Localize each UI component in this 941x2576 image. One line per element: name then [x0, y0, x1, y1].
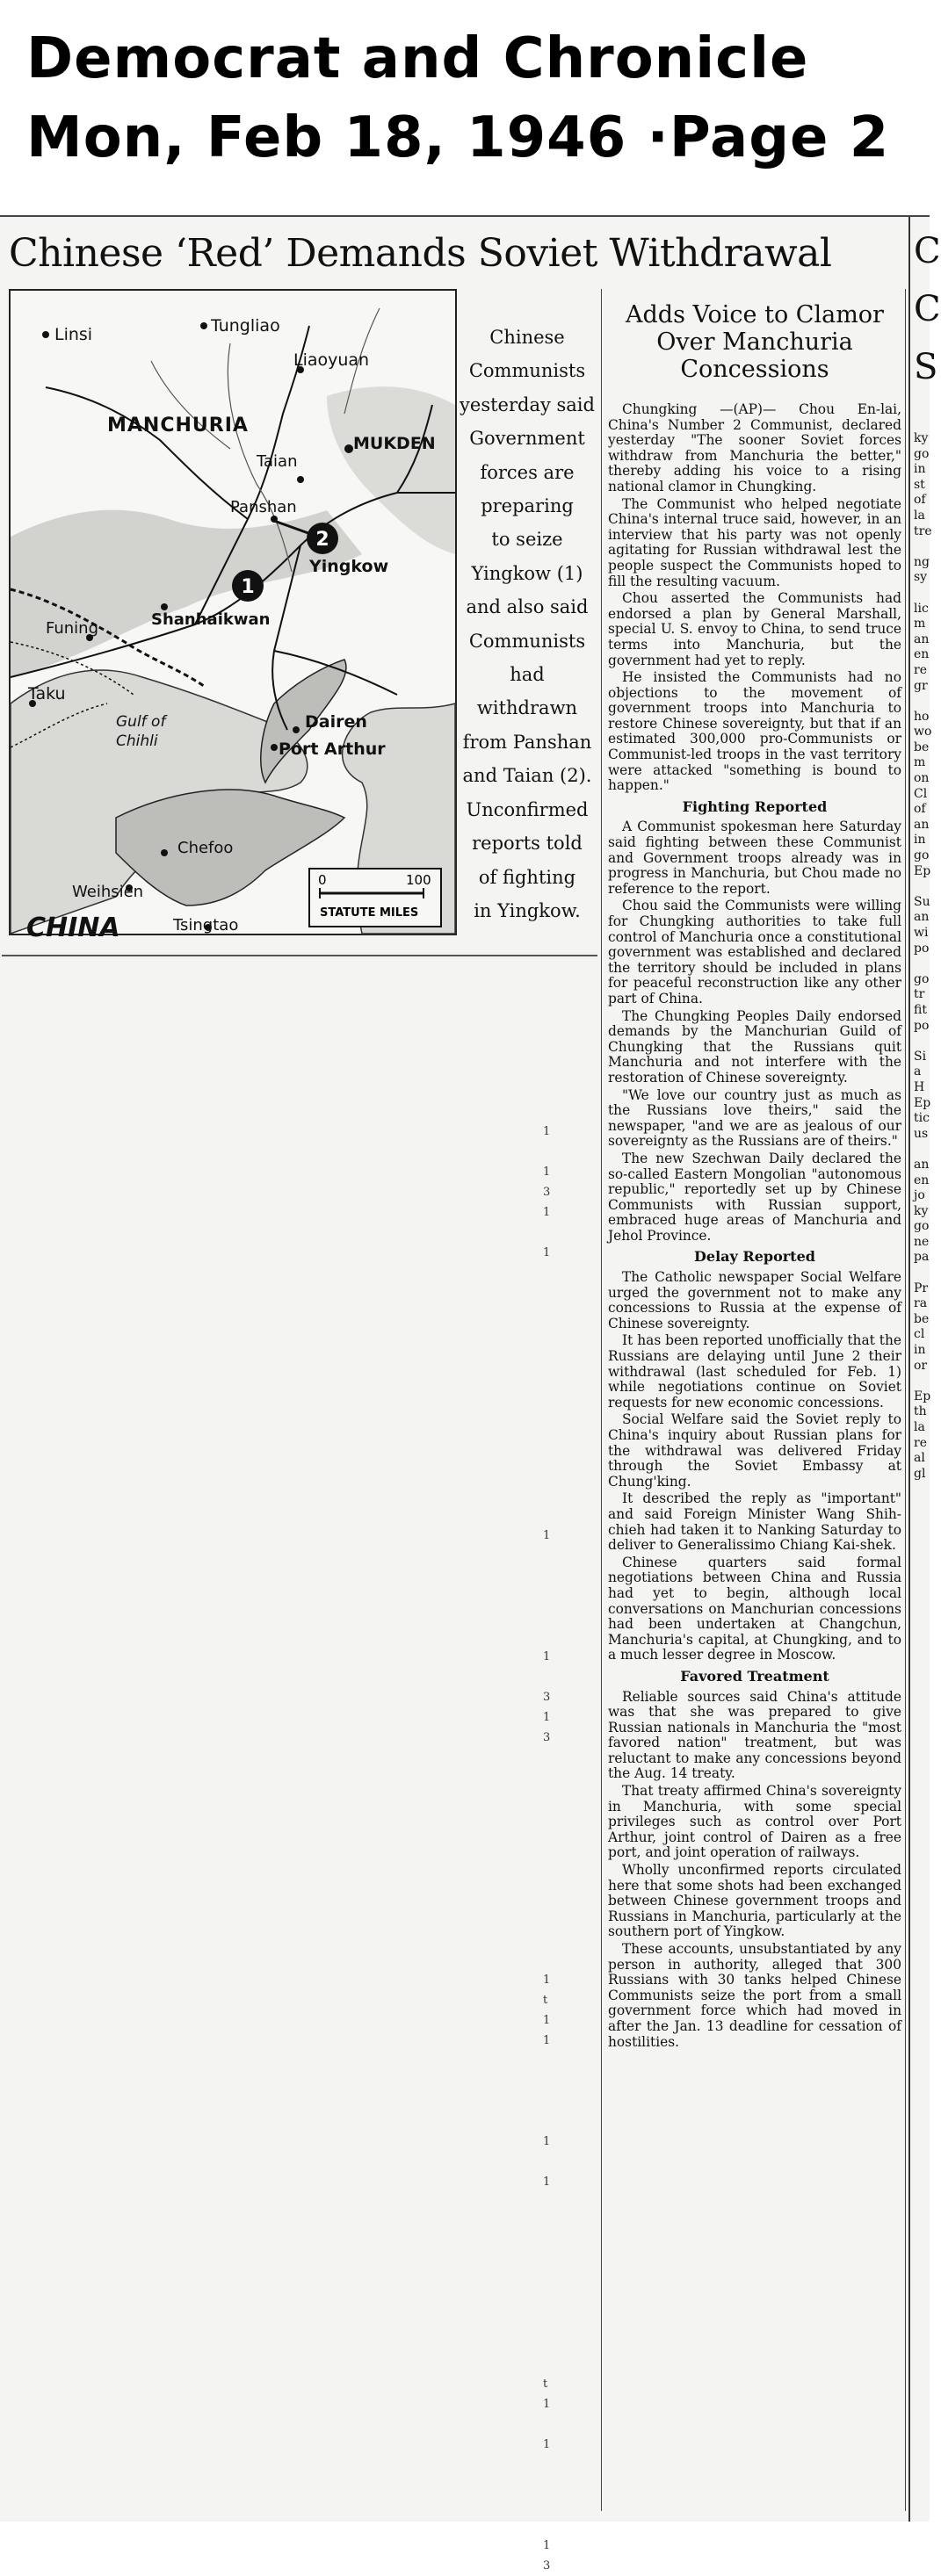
fragment-line: or — [914, 1358, 928, 1373]
margin-mark — [543, 2515, 578, 2536]
story-paragraph: The Communist who helped negotiate China's internal truce said, however, in an interview that his party was not openly agitating for Russian withdrawal lest the people suspect the Communists hoped to fill the resulting vacuum. — [608, 495, 901, 589]
margin-mark: 1 — [543, 1246, 551, 1259]
label-china: CHINA — [26, 913, 120, 943]
fragment-line: of — [914, 802, 926, 817]
fragment-line: go — [914, 446, 930, 461]
marker-1-label: 1 — [241, 576, 255, 598]
fragment-line: fit — [914, 1002, 927, 1017]
margin-mark — [543, 1384, 578, 1404]
margin-mark — [543, 1930, 578, 1950]
scale-zero: 0 — [318, 872, 327, 888]
fragment-line: po — [914, 941, 930, 956]
margin-mark: 3 — [543, 2559, 551, 2572]
label-weihsien: Weihsien — [72, 883, 144, 901]
fragment-line: on — [914, 771, 930, 786]
story-paragraph: The new Szechwan Daily declared the so-called Eastern Mongolian "autonomous republic," reportedly set up by Chinese Communists with Russian support, embraced huge areas of Manchuria and Jehol Province. — [608, 1150, 901, 1244]
story-subhead: Delay Reported — [694, 1248, 815, 1266]
fragment-line: ng — [914, 554, 930, 569]
story-subhead: Favored Treatment — [680, 1667, 829, 1685]
fragment-line — [914, 956, 931, 972]
story-paragraph: Social Welfare said the Soviet reply to China's inquiry about Russian plans for the withdrawal was delivered Friday through the Soviet Embassy at Chung'king. — [608, 1411, 901, 1490]
fragment-line — [914, 694, 931, 710]
fragment-line: go — [914, 1219, 930, 1234]
fragment-line: in — [914, 1343, 926, 1358]
column-rule — [601, 289, 602, 2511]
fragment-line: a — [914, 1064, 922, 1079]
story-paragraph: It has been reported unofficially that the Russians are delaying until June 2 their withdrawal (last scheduled for Feb. 1) while negotiations continue on Soviet requests for new economic concessions. — [608, 1332, 901, 1411]
fragment-line: re — [914, 1435, 927, 1450]
fragment-line: an — [914, 1157, 930, 1172]
fragment-line — [914, 1142, 931, 1158]
fragment-line: Pr — [914, 1281, 929, 1295]
fragment-head-letter: C — [914, 231, 941, 271]
margin-mark — [543, 1404, 578, 1425]
fragment-line: gr — [914, 678, 928, 693]
fragment-line: m — [914, 755, 926, 770]
fragment-line: Si — [914, 1049, 927, 1064]
margin-bleed-marks — [543, 1122, 578, 2576]
fragment-line: an — [914, 910, 930, 925]
fragment-line: ne — [914, 1234, 930, 1249]
story-paragraph: A Communist spokesman here Saturday said fighting between these Communist and Government troops already was in progress in Manchuria, but Chou made no reference to the report. — [608, 819, 901, 897]
story-headline: Adds Voice to Clamor Over Manchuria Concessions — [626, 301, 884, 383]
margin-mark: 3 — [543, 1731, 551, 1744]
fragment-line: go — [914, 971, 930, 986]
margin-mark — [543, 1303, 578, 1324]
caption-rule — [2, 955, 597, 956]
margin-mark — [543, 2111, 578, 2132]
label-linsi: Linsi — [54, 325, 93, 344]
margin-mark — [543, 1324, 578, 1344]
fragment-line: Cl — [914, 786, 928, 801]
fragment-line: sy — [914, 570, 928, 585]
margin-mark — [543, 2253, 578, 2273]
margin-mark — [543, 2414, 578, 2435]
fragment-head-letter: C — [914, 289, 941, 329]
margin-mark: 3 — [543, 1186, 551, 1199]
label-gulf-line2: Chihli — [116, 732, 158, 750]
caption-line: Government — [469, 428, 585, 450]
margin-mark — [543, 1566, 578, 1586]
fragment-line: ho — [914, 709, 930, 724]
margin-mark — [543, 2091, 578, 2111]
adjacent-headline-fragment — [910, 222, 941, 396]
margin-mark: 1 — [543, 2438, 551, 2451]
fragment-line: en — [914, 1173, 930, 1187]
fragment-line — [914, 586, 931, 602]
fragment-line: go — [914, 848, 930, 863]
label-panshan: Panshan — [230, 498, 297, 516]
margin-mark — [543, 2051, 578, 2071]
fragment-line: Su — [914, 894, 930, 909]
label-chefoo: Chefoo — [177, 839, 234, 857]
margin-mark — [543, 1829, 578, 1849]
label-funing: Funing — [46, 619, 99, 638]
label-gulf-line1: Gulf of — [116, 713, 166, 731]
fragment-line: of — [914, 493, 926, 508]
story-paragraph: That treaty affirmed China's sovereignty in Manchuria, with some special privileges such as control over Port Arthur, joint control of Dairen as a free port, and joint operation of railways. — [608, 1783, 901, 1861]
margin-mark — [543, 1788, 578, 1808]
fragment-line: tic — [914, 1111, 930, 1126]
scale-hundred: 100 — [406, 872, 431, 888]
story-body — [608, 402, 901, 2050]
fragment-line: la — [914, 508, 925, 523]
story-paragraph: Chungking —(AP)— Chou En-lai, China's Number 2 Communist, declared yesterday "The sooner Soviet forces withdraw from Manchuria the better," thereby adding his voice to a rising national clamor in Chungking. — [608, 401, 901, 494]
caption-line: and also said — [466, 596, 589, 618]
margin-mark — [543, 1263, 578, 1283]
margin-mark — [543, 1425, 578, 1445]
margin-mark — [543, 2293, 578, 2313]
fragment-head-letter: S — [914, 347, 938, 387]
fragment-line: en — [914, 647, 930, 662]
margin-mark — [543, 1768, 578, 1788]
story-paragraph: It described the reply as "important" and said Foreign Minister Wang Shih-chieh had taken it to Nanking Saturday to deliver to Generalissimo Chiang Kai-shek. — [608, 1490, 901, 1554]
margin-mark — [543, 2334, 578, 2354]
fragment-line — [914, 1374, 931, 1389]
adjacent-text-fragment — [910, 431, 931, 1482]
margin-mark — [543, 1445, 578, 1465]
column-rule — [905, 289, 906, 2511]
margin-mark — [543, 1223, 578, 1243]
label-tsingtao: Tsingtao — [173, 916, 239, 934]
margin-mark — [543, 2354, 578, 2374]
story-paragraph: The Catholic newspaper Social Welfare urged the government not to make any concessions to Russia at the expense of Chinese sovereignty. — [608, 1269, 901, 1331]
margin-mark — [543, 2192, 578, 2212]
fragment-line: be — [914, 1311, 930, 1326]
label-dairen: Dairen — [305, 712, 367, 732]
margin-mark — [543, 1808, 578, 1829]
fragment-line: ra — [914, 1296, 928, 1311]
label-manchuria: MANCHURIA — [107, 415, 249, 437]
margin-mark — [543, 1505, 578, 1526]
fragment-line: ky — [914, 1203, 929, 1218]
fragment-line: la — [914, 1420, 925, 1434]
caption-line: preparing — [481, 495, 574, 517]
fragment-line: lic — [914, 601, 929, 616]
fragment-line — [914, 1266, 931, 1281]
margin-mark — [543, 2475, 578, 2495]
marker-2-label: 2 — [315, 529, 329, 551]
fragment-line: wo — [914, 725, 932, 740]
fragment-line: cl — [914, 1327, 925, 1342]
caption-line: had withdrawn — [476, 664, 578, 719]
fragment-line: th — [914, 1404, 927, 1419]
caption-line: forces are — [480, 461, 575, 483]
margin-mark: 1 — [543, 2034, 551, 2047]
margin-mark — [543, 2152, 578, 2172]
caption-line: Yingkow (1) — [471, 562, 583, 584]
margin-mark: 1 — [543, 1125, 551, 1138]
margin-mark — [543, 1667, 578, 1687]
fragment-line: Ep — [914, 1389, 931, 1403]
margin-mark — [543, 2495, 578, 2515]
map-caption — [457, 321, 597, 927]
margin-mark: 3 — [543, 1691, 551, 1704]
caption-line: yesterday said — [460, 393, 595, 415]
margin-mark — [543, 2273, 578, 2293]
margin-mark — [543, 2212, 578, 2233]
margin-mark — [543, 2233, 578, 2253]
margin-mark — [543, 1909, 578, 1930]
main-headline: Chinese ‘Red’ Demands Soviet Withdrawal — [9, 231, 832, 276]
label-taku: Taku — [28, 684, 66, 704]
margin-mark: 1 — [543, 1973, 551, 1987]
fragment-line: be — [914, 740, 930, 754]
margin-mark: 1 — [543, 2539, 551, 2552]
margin-mark — [543, 1364, 578, 1384]
margin-mark: 1 — [543, 1529, 551, 1542]
fragment-line: an — [914, 631, 930, 646]
fragment-line: tr — [914, 987, 925, 1002]
label-liaoyuan: Liaoyuan — [293, 350, 370, 370]
adjacent-column-fragment — [908, 217, 941, 2522]
caption-line: to seize — [491, 529, 563, 551]
margin-mark — [543, 1485, 578, 1505]
banner-publication: Democrat and Chronicle — [26, 26, 809, 91]
newspaper-clipping — [0, 215, 941, 2572]
map-graphic — [11, 291, 455, 943]
fragment-line: in — [914, 833, 926, 848]
story-paragraph: These accounts, unsubstantiated by any person in authority, alleged that 300 Russians with 30 tanks helped Chinese Communists seize the port from a small government force which had moved in after the Jan. 13 deadline for cessation of hostilities. — [608, 1941, 901, 2050]
label-port-arthur: Port Arthur — [279, 740, 386, 759]
fragment-line — [914, 879, 931, 895]
label-yingkow: Yingkow — [309, 557, 389, 576]
fragment-line: ky — [914, 431, 929, 445]
caption-line: of fighting — [478, 866, 576, 888]
margin-mark — [543, 1889, 578, 1909]
fragment-line: wi — [914, 926, 929, 940]
margin-mark: 1 — [543, 1711, 551, 1724]
fragment-line: tre — [914, 523, 932, 538]
fragment-line: Ep — [914, 1095, 931, 1110]
margin-mark — [543, 1849, 578, 1869]
caption-line: from Panshan — [462, 731, 592, 753]
margin-mark — [543, 1748, 578, 1768]
story-paragraph: Chou asserted the Communists had endorsed a plan by General Marshall, special U. S. envoy to China, to send truce terms into Manchuria, but the government had yet to reply. — [608, 590, 901, 668]
story-paragraph: "We love our country just as much as the Russians love theirs," said the newspaper, "and we are as jealous of our sovereignty as the Russians are of theirs." — [608, 1086, 901, 1150]
label-mukden: MUKDEN — [353, 434, 436, 453]
fragment-line — [914, 1034, 931, 1050]
story-subhead: Fighting Reported — [682, 797, 828, 815]
fragment-line: m — [914, 617, 926, 631]
fragment-line: al — [914, 1451, 925, 1466]
banner-date: Mon, Feb 18, 1946 ·Page 2 — [26, 105, 890, 170]
fragment-line: gl — [914, 1466, 926, 1481]
margin-mark: 1 — [543, 1650, 551, 1663]
margin-mark: 1 — [543, 2135, 551, 2148]
margin-mark — [543, 1344, 578, 1364]
caption-line: Communists — [468, 630, 586, 652]
story-paragraph: Wholly unconfirmed reports circulated here that some shots had been exchanged between Chinese government troops and Russians in Manchuria, particularly at the southern port of Yingkow. — [608, 1862, 901, 1940]
fragment-line: Ep — [914, 863, 931, 878]
margin-mark — [543, 1869, 578, 1889]
fragment-line: st — [914, 477, 925, 492]
caption-line: in Yingkow. — [474, 899, 581, 921]
caption-line: Communists — [468, 360, 586, 382]
margin-mark — [543, 2455, 578, 2475]
margin-mark — [543, 1465, 578, 1485]
page-banner — [26, 19, 905, 177]
margin-mark — [543, 1950, 578, 1970]
label-tungliao: Tungliao — [211, 316, 280, 336]
fragment-line: in — [914, 462, 926, 477]
caption-line: Unconfirmed — [466, 798, 589, 820]
story-paragraph: Reliable sources said China's attitude was that she was prepared to give Russian nationals in Manchuria the "most favored nation" treatment, but was reluctant to make any concessions beyond the Aug. 14 treaty. — [608, 1688, 901, 1782]
margin-mark — [543, 2071, 578, 2091]
story-column — [608, 301, 901, 2052]
margin-mark — [543, 1606, 578, 1627]
margin-mark — [543, 1283, 578, 1303]
margin-mark — [543, 1627, 578, 1647]
margin-mark: t — [543, 1994, 548, 2007]
fragment-line: H — [914, 1079, 925, 1094]
fragment-line: re — [914, 662, 927, 677]
margin-mark: 1 — [543, 1206, 551, 1219]
fragment-line: jo — [914, 1188, 925, 1203]
fragment-line: an — [914, 817, 930, 832]
fragment-line — [914, 539, 931, 555]
margin-mark: 1 — [543, 1165, 551, 1179]
story-paragraph: Chou said the Communists were willing for Chungking authorities to take full control of Manchuria once a constitutional government was established and declared the territory should be included in plans for peaceful reconstruction like any other part of China. — [608, 898, 901, 1007]
fragment-line: po — [914, 1018, 930, 1033]
manchuria-map — [9, 289, 457, 943]
caption-line: and Taian (2). — [462, 765, 592, 787]
margin-mark: t — [543, 2378, 548, 2391]
story-paragraph: The Chungking Peoples Daily endorsed demands by the Manchurian Guild of Chungking that the Russians quit Manchuria and not interfere with the restoration of Chinese sovereignty. — [608, 1007, 901, 1086]
caption-line: reports told — [472, 833, 583, 855]
fragment-line: pa — [914, 1250, 930, 1265]
margin-mark — [543, 1586, 578, 1606]
caption-line: Chinese — [489, 327, 565, 348]
scale-unit: STATUTE MILES — [320, 906, 419, 920]
margin-mark: 1 — [543, 2014, 551, 2027]
story-paragraph: He insisted the Communists had no objections to the movement of government troops into Manchuria to restore Chinese sovereignty, but that if an estimated 300,000 pro-Communists or Communist-led troops in the vast territory were attacked "something is bound to happen." — [608, 669, 901, 794]
story-paragraph: Chinese quarters said formal negotiations between China and Russia had yet to begin, although local conversations on Manchurian concessions had been undertaken at Changchun, Manchuria's capital, at Chungking, and to a much lesser degree in Moscow. — [608, 1554, 901, 1663]
margin-mark: 1 — [543, 2176, 551, 2189]
fragment-line: us — [914, 1126, 929, 1141]
label-taian: Taian — [257, 452, 298, 471]
margin-mark — [543, 1142, 578, 1162]
label-shanhaikwan: Shanhaikwan — [151, 610, 271, 629]
margin-mark: 1 — [543, 2398, 551, 2411]
margin-mark — [543, 1546, 578, 1566]
margin-mark — [543, 2313, 578, 2334]
